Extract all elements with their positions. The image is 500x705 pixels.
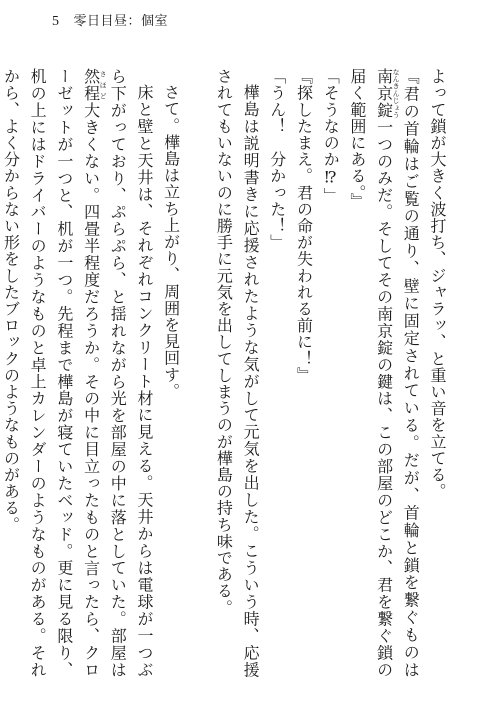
page-number: 5: [52, 14, 60, 29]
paragraph-2-text: 『君の首輪はご覧の通り、壁に固定されている。だが、首輪と鎖を繋ぐものは: [401, 68, 421, 678]
ruby-sahodo: [81, 68, 108, 102]
paragraph-4: 『探したまえ。君の命が失われる前に！』: [294, 68, 314, 384]
paragraph-8-text-b: 大きくない。四畳半程度だろうか。その中に目立ったものと言ったら、クローゼットが一つと、机が一つ。先程まで樺島が寝ていたベッド。更に見る限り、机の上にはドライバーのようなものと卓上カレンダーのようなものがある。それから、よく分からない形をしたブロックのようなものがある。: [1, 68, 101, 679]
paragraph-6: 樺島は説明書きに応援されたような気がして元気を出した。こういう時、応援されてもいないのに勝手に元気を出してしまうのが樺島の持ち味である。: [214, 68, 261, 678]
ruby-nankinjou: [374, 68, 401, 119]
paragraph-1: よって鎖が大きく波打ち、ジャラッ、と重い音を立てる。: [428, 68, 447, 500]
paragraph-7: さて。樺島は立ち上がり、周囲を見回す。: [161, 84, 181, 400]
running-header: [52, 10, 168, 30]
ruby-reading: なんきんじょう: [392, 68, 401, 119]
paragraph-3: 「そうなのか⁉」: [321, 68, 341, 204]
paragraph-8-text-a: 床と壁と天井は、それぞれコンクリート材に見える。天井からは電球が一つぶら下がっており、ぷらぷら、と揺れながら光を部屋の中に落としていた。部屋は: [108, 68, 154, 678]
paragraph-8: [0, 68, 157, 678]
paragraph-5: 「うん！ 分かった！」: [267, 68, 287, 251]
ruby-base: 然程: [81, 68, 101, 102]
ruby-reading: さほど: [99, 68, 108, 102]
paragraph-2: [343, 68, 423, 678]
paragraph-2-rest: 一つのみだ。そしてその南京錠の鍵は、この部屋のどこか、君を繋ぐ鎖の届く範囲にある。』: [347, 68, 394, 678]
ruby-base: 南京錠: [374, 68, 394, 119]
vertical-body-text: [1, 68, 450, 679]
running-title: 零日目昼：個室: [73, 14, 169, 29]
